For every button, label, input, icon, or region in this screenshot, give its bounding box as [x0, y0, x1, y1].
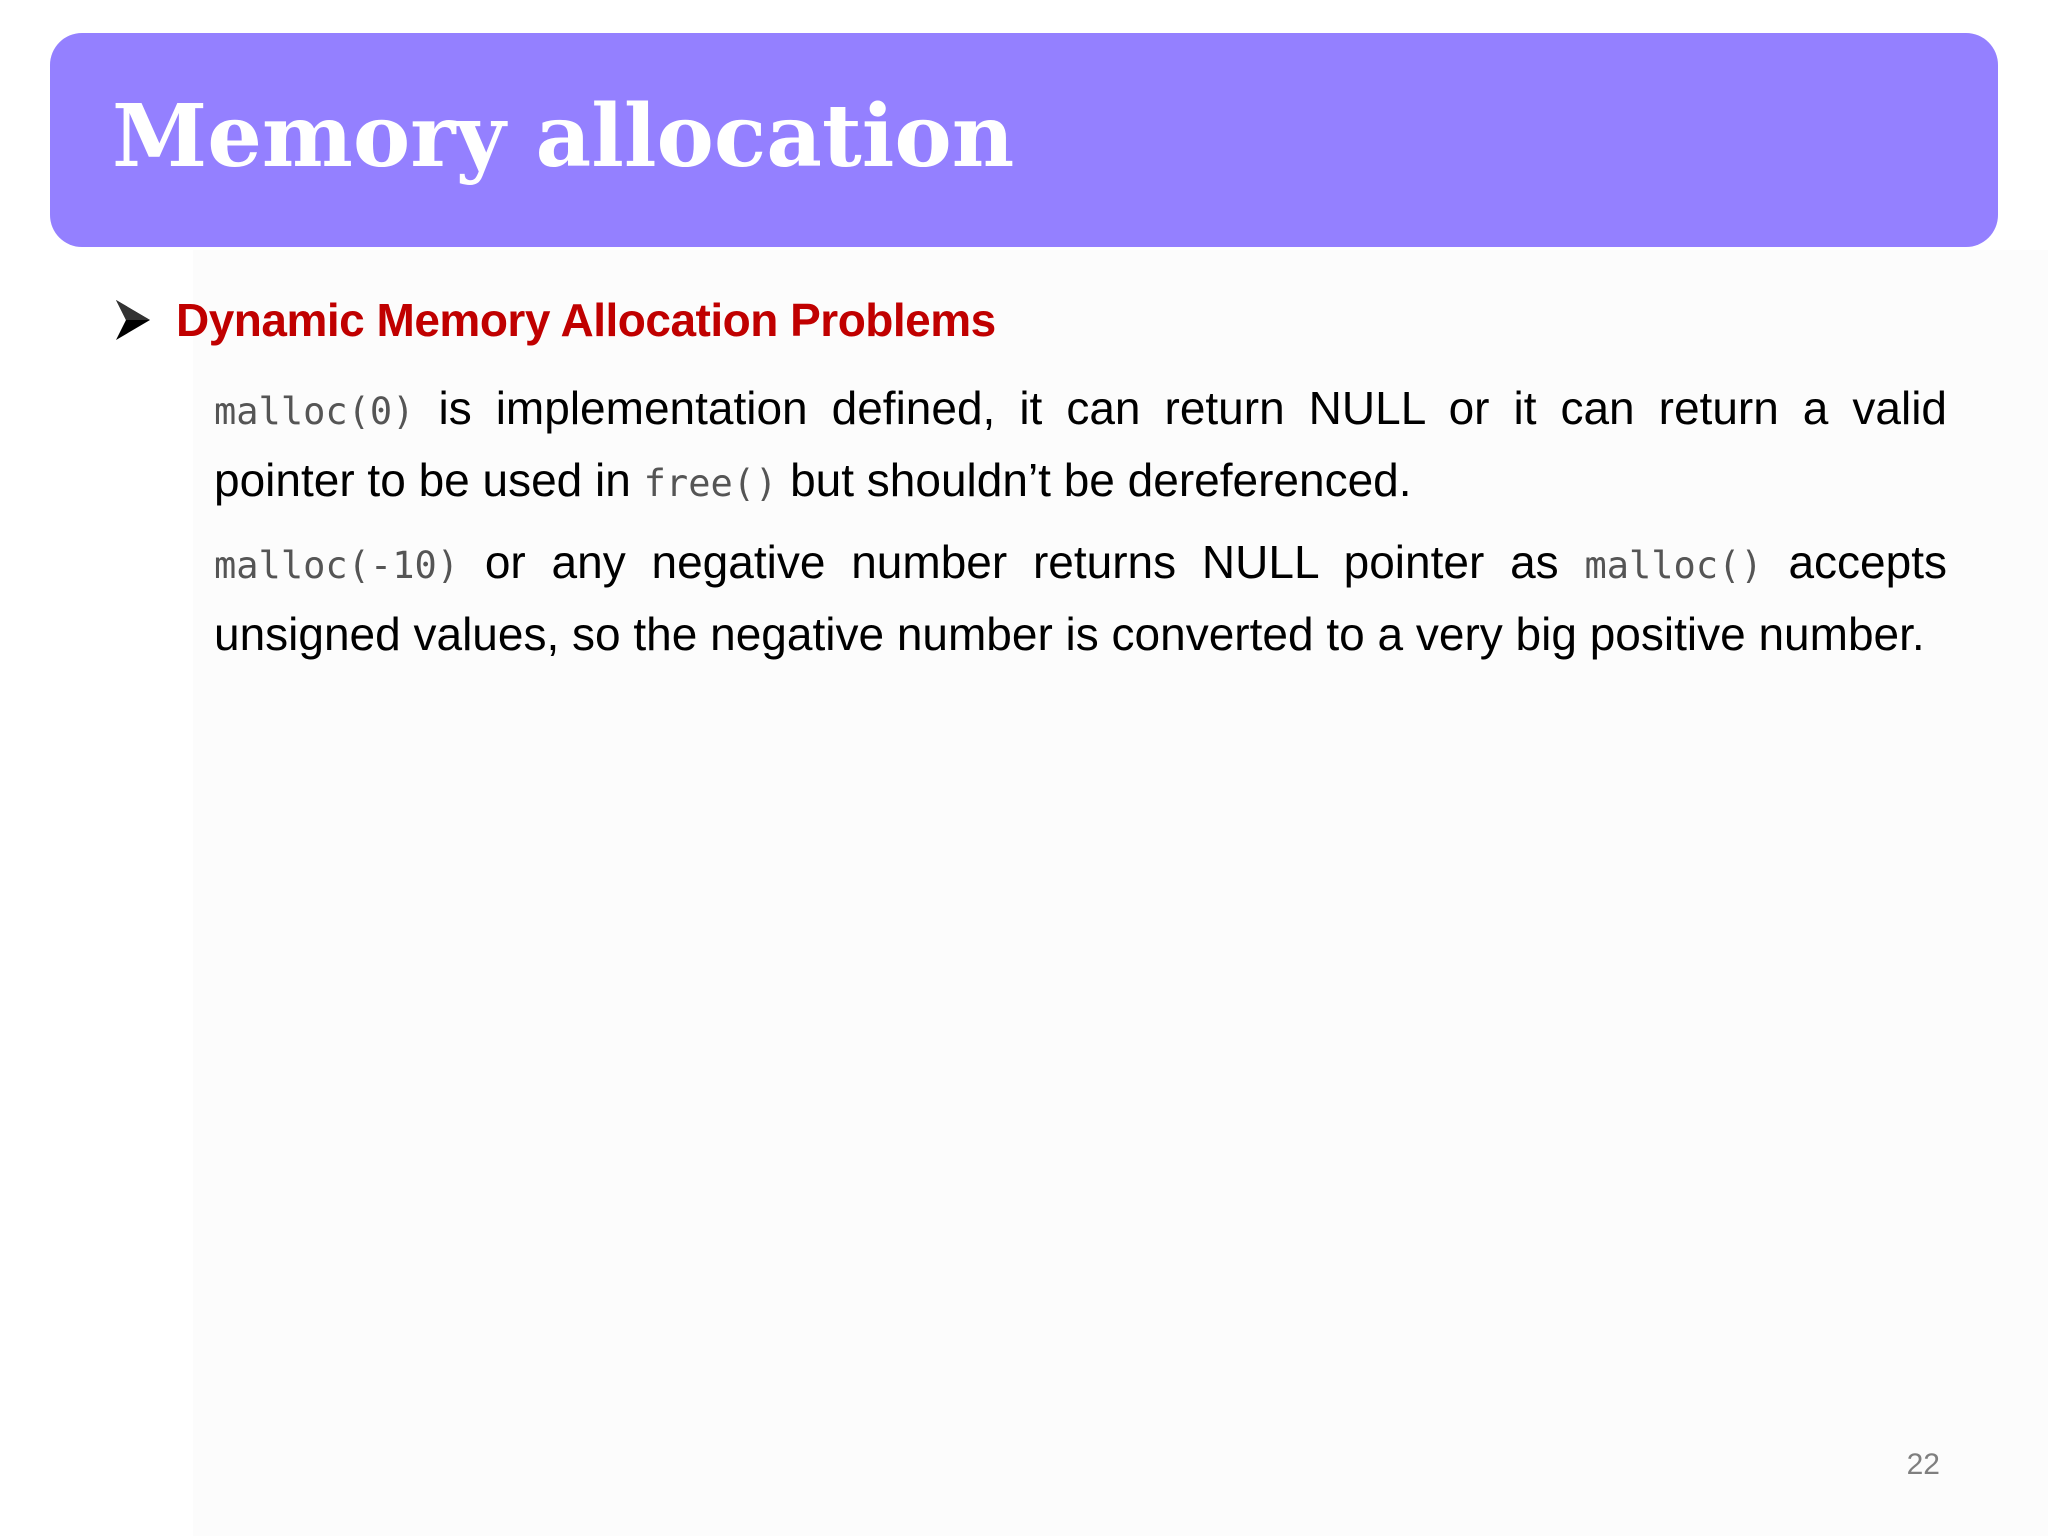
paragraph-text: is implementation defined, it can return NULL or it can return a valid pointer to be used in — [214, 382, 1947, 506]
code-snippet: malloc(0) — [214, 390, 415, 433]
arrow-bullet-icon — [114, 298, 152, 342]
section-heading: Dynamic Memory Allocation Problems — [176, 294, 996, 346]
code-snippet: malloc() — [1584, 544, 1763, 587]
code-snippet: malloc(-10) — [214, 544, 460, 587]
paragraph-text: accepts unsigned values, so the negative number is converted to a very big positive number. — [214, 536, 1947, 660]
code-snippet: free() — [643, 462, 778, 505]
paragraph-malloc-negative — [214, 528, 1947, 668]
page-number: 22 — [1906, 1448, 1940, 1481]
heading-row — [114, 290, 996, 350]
paragraph-text: or any negative number returns NULL pointer as — [459, 536, 1585, 588]
paragraph-malloc-zero — [214, 374, 1947, 518]
slide-title: Memory allocation — [112, 86, 1015, 187]
paragraph-text: but shouldn’t be dereferenced. — [777, 454, 1412, 506]
